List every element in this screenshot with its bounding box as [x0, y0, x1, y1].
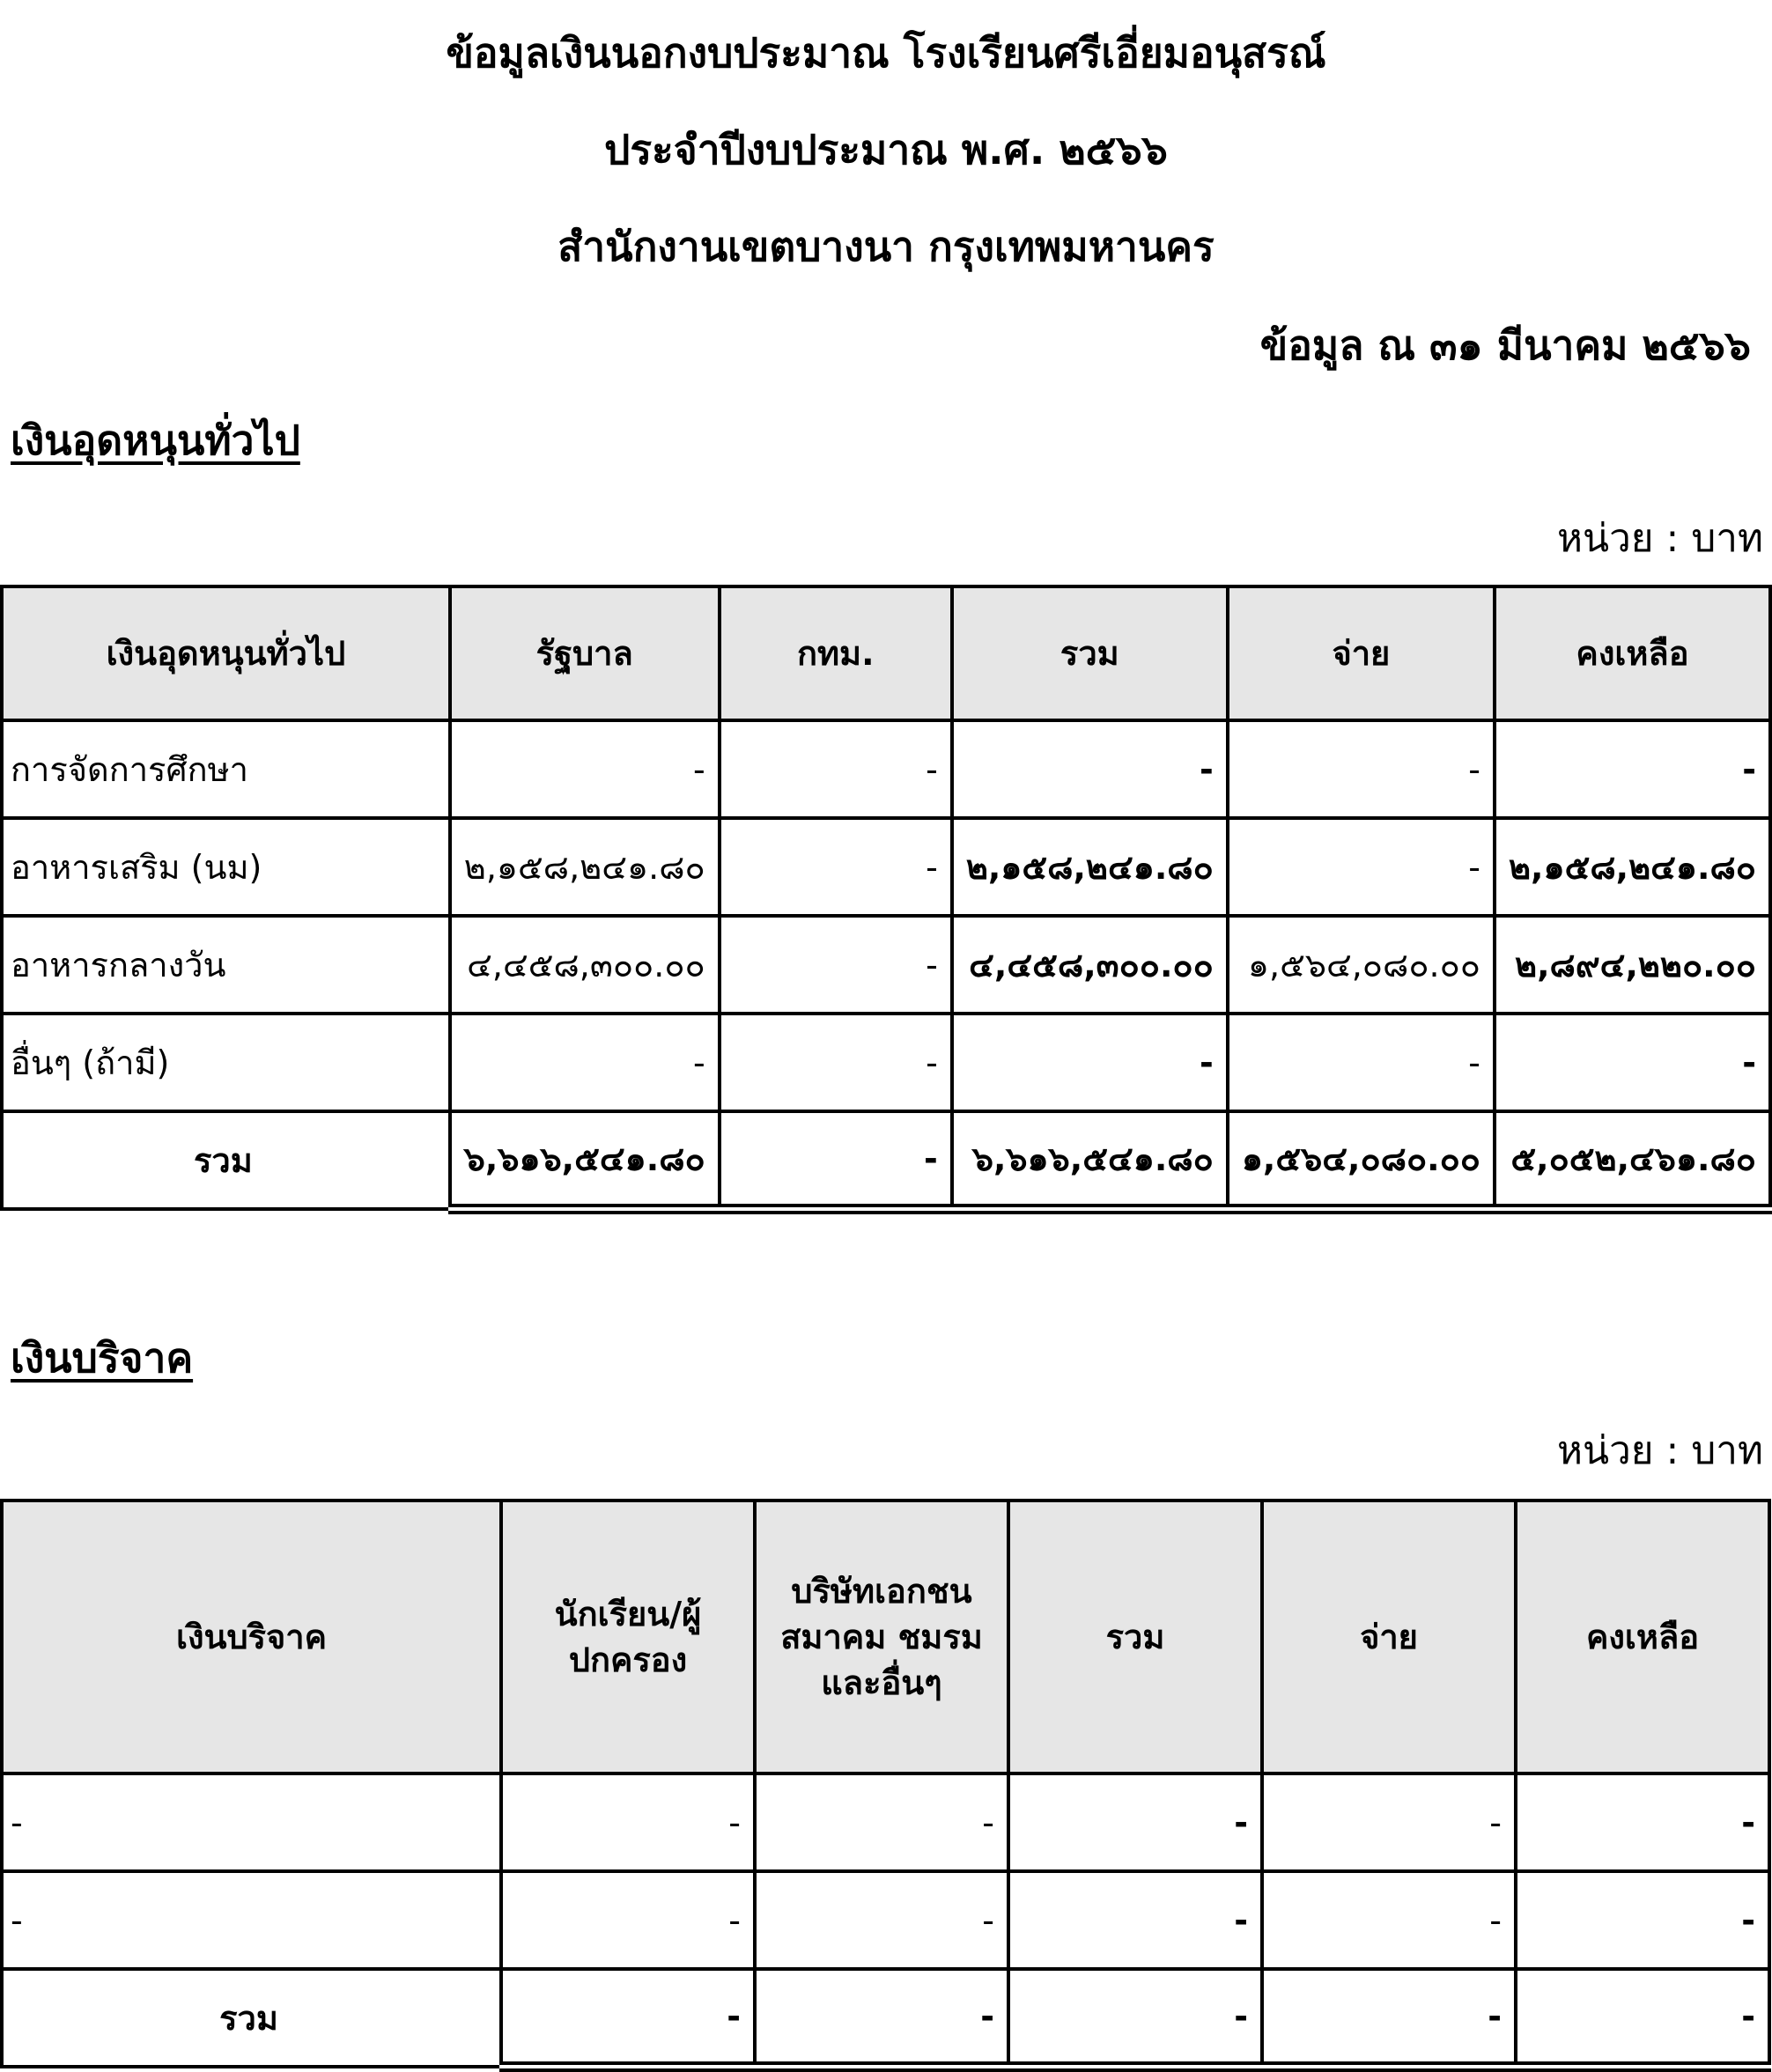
cell-paid: - — [1262, 1871, 1516, 1969]
general-fund-unit: หน่วย : บาท — [1556, 516, 1763, 561]
cell-companies: - — [755, 1773, 1008, 1871]
column-header-paid: จ่าย — [1262, 1501, 1516, 1773]
donations-table — [0, 1499, 1771, 2072]
total-balance: ๕,๐๕๒,๔๖๑.๘๐ — [1495, 1111, 1770, 1209]
cell-government: ๔,๔๕๘,๓๐๐.๐๐ — [450, 916, 720, 1014]
total-balance: - — [1516, 1969, 1769, 2067]
cell-bma: - — [720, 1014, 952, 1111]
cell-students: - — [501, 1871, 755, 1969]
cell-total: ๔,๔๕๘,๓๐๐.๐๐ — [952, 916, 1228, 1014]
cell-paid: ๑,๕๖๔,๐๘๐.๐๐ — [1228, 916, 1495, 1014]
general-fund-section-title: เงินอุดหนุนทั่วไป — [11, 417, 300, 464]
cell-total: - — [952, 1014, 1228, 1111]
total-students: - — [501, 1969, 755, 2067]
donations-unit: หน่วย : บาท — [1556, 1428, 1763, 1473]
row-label: - — [2, 1773, 501, 1871]
cell-total: - — [1008, 1773, 1262, 1871]
cell-companies: - — [755, 1871, 1008, 1969]
as-of-date: ข้อมูล ณ ๓๑ มีนาคม ๒๕๖๖ — [1259, 321, 1751, 369]
fiscal-year-title: ประจำปีงบประมาณ พ.ศ. ๒๕๖๖ — [604, 126, 1168, 173]
cell-balance: ๒,๑๕๘,๒๔๑.๘๐ — [1495, 818, 1770, 916]
district-title: สำนักงานเขตบางนา กรุงเทพมหานคร — [557, 223, 1215, 270]
column-header-total: รวม — [952, 586, 1228, 720]
row-label: อาหารกลางวัน — [2, 916, 450, 1014]
total-paid: - — [1262, 1969, 1516, 2067]
table-row — [2, 1773, 1769, 1871]
column-header-companies-line2: สมาคม ชมรม — [780, 1618, 983, 1656]
cell-government: - — [450, 720, 720, 818]
column-header-category: เงินบริจาค — [2, 1501, 501, 1773]
total-bma: - — [720, 1111, 952, 1209]
cell-balance: - — [1516, 1871, 1769, 1969]
column-header-government: รัฐบาล — [450, 586, 720, 720]
total-total: - — [1008, 1969, 1262, 2067]
cell-paid: - — [1228, 1014, 1495, 1111]
table-row — [2, 1014, 1770, 1111]
cell-balance: - — [1495, 1014, 1770, 1111]
table-row — [2, 1871, 1769, 1969]
general-fund-table — [0, 585, 1772, 1214]
total-paid: ๑,๕๖๔,๐๘๐.๐๐ — [1228, 1111, 1495, 1209]
total-label: รวม — [2, 1111, 450, 1209]
cell-total: - — [952, 720, 1228, 818]
cell-total: - — [1008, 1871, 1262, 1969]
row-label: อาหารเสริม (นม) — [2, 818, 450, 916]
column-header-category: เงินอุดหนุนทั่วไป — [2, 586, 450, 720]
donations-section-title: เงินบริจาค — [11, 1334, 194, 1382]
row-label: อื่นๆ (ถ้ามี) — [2, 1014, 450, 1111]
cell-paid: - — [1262, 1773, 1516, 1871]
total-government: ๖,๖๑๖,๕๔๑.๘๐ — [450, 1111, 720, 1209]
total-label: รวม — [2, 1969, 501, 2067]
table-header-row — [2, 1501, 1769, 1773]
row-label: - — [2, 1871, 501, 1969]
total-row — [2, 1969, 1769, 2067]
cell-balance: ๒,๘๙๔,๒๒๐.๐๐ — [1495, 916, 1770, 1014]
cell-government: ๒,๑๕๘,๒๔๑.๘๐ — [450, 818, 720, 916]
cell-bma: - — [720, 916, 952, 1014]
column-header-balance: คงเหลือ — [1495, 586, 1770, 720]
cell-students: - — [501, 1773, 755, 1871]
cell-paid: - — [1228, 818, 1495, 916]
column-header-paid: จ่าย — [1228, 586, 1495, 720]
table-row — [2, 720, 1770, 818]
cell-balance: - — [1516, 1773, 1769, 1871]
total-companies: - — [755, 1969, 1008, 2067]
row-label: การจัดการศึกษา — [2, 720, 450, 818]
cell-total: ๒,๑๕๘,๒๔๑.๘๐ — [952, 818, 1228, 916]
cell-balance: - — [1495, 720, 1770, 818]
cell-bma: - — [720, 818, 952, 916]
column-header-companies-line1: บริษัทเอกชน — [791, 1572, 972, 1611]
total-total: ๖,๖๑๖,๕๔๑.๘๐ — [952, 1111, 1228, 1209]
table-row — [2, 916, 1770, 1014]
total-row — [2, 1111, 1770, 1209]
table-row — [2, 818, 1770, 916]
column-header-total: รวม — [1008, 1501, 1262, 1773]
column-header-bma: กทม. — [720, 586, 952, 720]
column-header-students-parents: นักเรียน/ผู้ปกครอง — [501, 1501, 755, 1773]
column-header-companies-line3: และอื่นๆ — [821, 1663, 942, 1702]
cell-paid: - — [1228, 720, 1495, 818]
cell-government: - — [450, 1014, 720, 1111]
table-header-row — [2, 586, 1770, 720]
report-title: ข้อมูลเงินนอกงบประมาณ โรงเรียนศรีเอี่ยมอนุสรณ์ — [446, 29, 1326, 77]
column-header-balance: คงเหลือ — [1516, 1501, 1769, 1773]
column-header-companies — [755, 1501, 1008, 1773]
cell-bma: - — [720, 720, 952, 818]
